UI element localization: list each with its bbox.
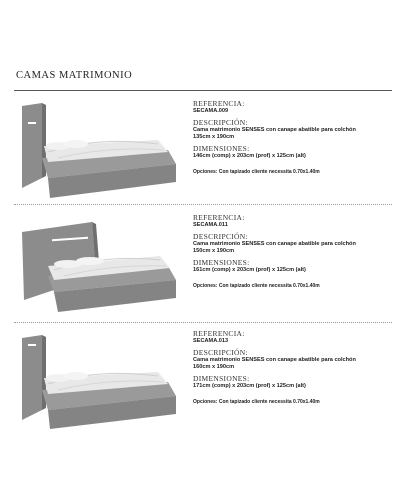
description-line2: 160cm x 190cm <box>193 364 235 370</box>
title-rule <box>14 90 392 91</box>
product-info <box>193 214 393 289</box>
reference-label: REFERENCIA: <box>193 329 245 338</box>
separator <box>14 204 392 205</box>
dimensions-label: DIMENSIONES: <box>193 374 250 383</box>
product-info <box>193 100 393 175</box>
product-card <box>0 330 400 440</box>
product-info <box>193 330 393 405</box>
dimensions-value: 161cm (comp) x 203cm (prof) x 125cm (alt) <box>193 267 306 273</box>
description-line2: 150cm x 190cm <box>193 248 235 254</box>
options-text: Opciones: Con tapizado cliente necessita 0.70x1.40m <box>193 399 320 405</box>
reference-value: SECAMA.013 <box>193 338 229 344</box>
bed-image <box>18 330 178 430</box>
reference-label: REFERENCIA: <box>193 99 245 108</box>
description-line1: Cama matrimonio SENSES con canape abatible para colchón <box>193 241 356 247</box>
dimensions-label: DIMENSIONES: <box>193 258 250 267</box>
description-line1: Cama matrimonio SENSES con canape abatible para colchón <box>193 127 356 133</box>
reference-label: REFERENCIA: <box>193 213 245 222</box>
description-label: DESCRIPCIÓN: <box>193 348 248 357</box>
reference-value: SECAMA.009 <box>193 108 229 114</box>
dimensions-value: 171cm (comp) x 203cm (prof) x 125cm (alt) <box>193 383 306 389</box>
description-line2: 135cm x 190cm <box>193 134 235 140</box>
options-text: Opciones: Con tapizado cliente necessita 0.70x1.40m <box>193 283 320 289</box>
product-card <box>0 100 400 210</box>
description-label: DESCRIPCIÓN: <box>193 232 248 241</box>
dimensions-label: DIMENSIONES: <box>193 144 250 153</box>
description-label: DESCRIPCIÓN: <box>193 118 248 127</box>
bed-image <box>18 214 178 314</box>
bed-image <box>18 100 178 200</box>
product-card <box>0 214 400 324</box>
page-title: CAMAS MATRIMONIO <box>16 70 133 81</box>
separator <box>14 322 392 323</box>
description-line1: Cama matrimonio SENSES con canape abatible para colchón <box>193 357 356 363</box>
options-text: Opciones: Con tapizado cliente necessita 0.70x1.40m <box>193 169 320 175</box>
reference-value: SECAMA.011 <box>193 222 228 228</box>
dimensions-value: 146cm (comp) x 203cm (prof) x 125cm (alt) <box>193 153 306 159</box>
